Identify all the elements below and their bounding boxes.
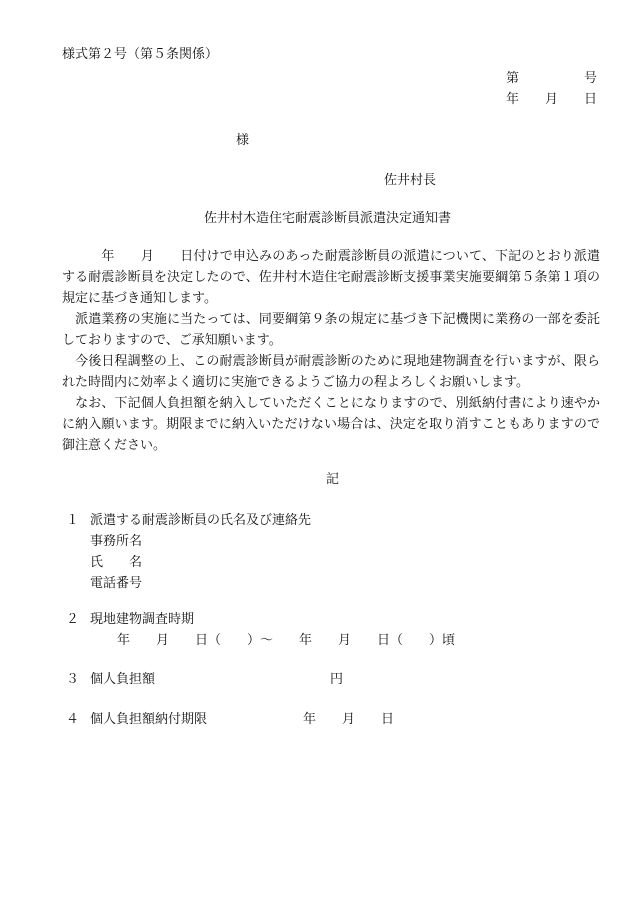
body-paragraph-4: なお、下記個人負担額を納入していただくことになりますので、別紙納付書により速やかに納入願います。期限までに納入いただけない場合は、決定を取り消すこともありますので御注意ください。 [62,396,600,453]
body-paragraph-2: 派遣業務の実施に当たっては、同要綱第９条の規定に基づき下記機関に業務の一部を委託しておりますので、ご承知願います。 [62,312,600,348]
item-3-yen-unit: 円 [330,672,344,687]
item-1-label: 派遣する耐震診断員の氏名及び連絡先 [90,513,312,528]
document-number-line: 第 号 [506,71,598,86]
item-4-number: ４ [66,712,80,727]
issuer-title: 佐井村長 [384,173,437,188]
notes-heading: 記 [326,472,340,487]
issue-date-line: 年 月 日 [506,92,598,107]
item-1-office-name: 事務所名 [90,534,143,549]
item-1-person-name: 氏 名 [90,555,143,570]
addressee-honorific: 様 [236,133,250,148]
body-paragraph-3: 今後日程調整の上、この耐震診断員が耐震診断のために現地建物調査を行いますが、限られた時間内に効率よく適切に実施できるようご協力の程よろしくお願いします。 [62,354,600,390]
item-2-label: 現地建物調査時期 [90,612,195,627]
body-paragraph-1: 年 月 日付けで申込みのあった耐震診断員の派遣について、下記のとおり派遣する耐震診断員を決定したので、佐井村木造住宅耐震診断支援事業実施要綱第５条第１項の規定に基づき通知します。 [62,249,600,306]
form-number-label: 様式第２号（第５条関係） [62,47,219,62]
document-title: 佐井村木造住宅耐震診断員派遣決定通知書 [204,211,452,226]
item-1-phone-number: 電話番号 [90,576,143,591]
item-2-survey-period: 年 月 日（ ）〜 年 月 日（ ）頃 [117,633,456,648]
item-3-label: 個人負担額 [90,672,156,687]
item-3-number: ３ [66,672,80,687]
item-2-number: ２ [66,612,80,627]
item-1-number: １ [66,513,80,528]
item-4-label: 個人負担額納付期限 [90,712,208,727]
item-4-payment-deadline: 年 月 日 [303,712,395,727]
